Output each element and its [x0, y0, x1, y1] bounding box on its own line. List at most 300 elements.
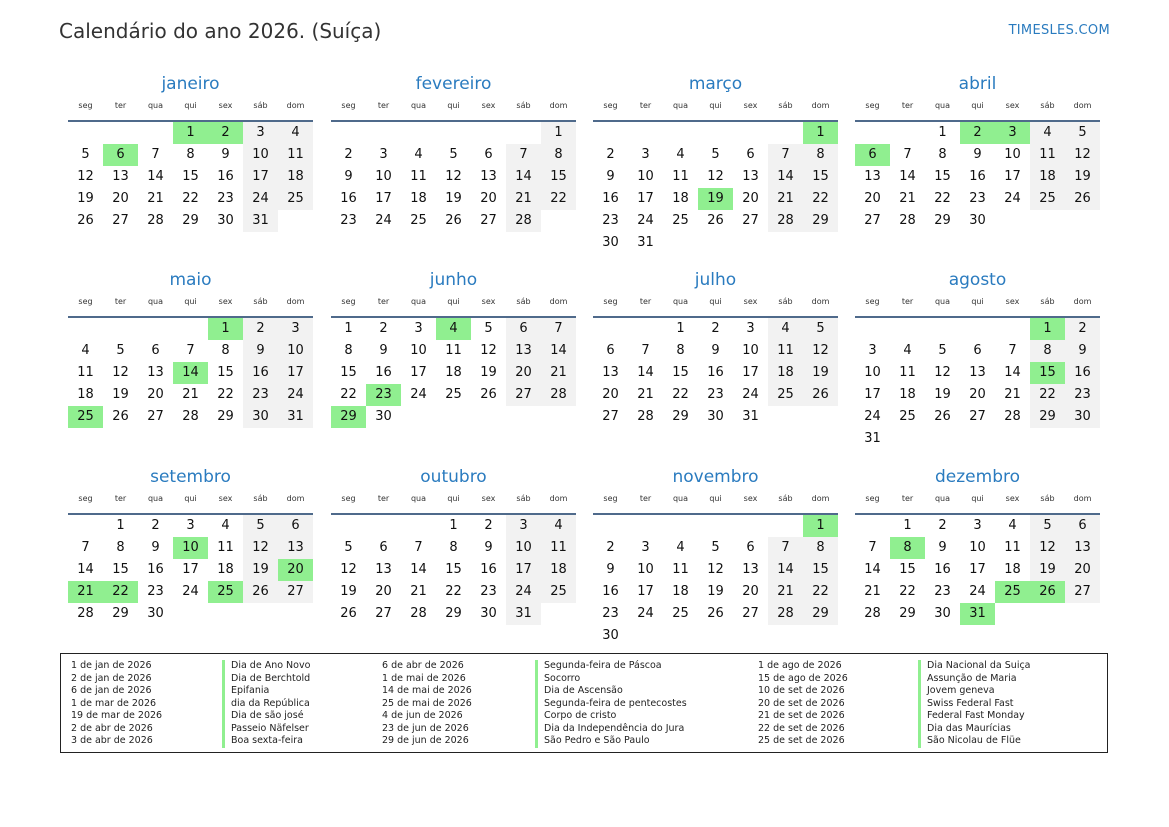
weekday-label: sáb [253, 297, 268, 306]
day-cell: 24 [375, 213, 392, 228]
day-cell: 9 [484, 540, 493, 555]
day-cell: 30 [480, 606, 497, 621]
day-grid [331, 318, 576, 428]
weekday-header [593, 100, 838, 120]
day-cell: 12 [77, 169, 94, 184]
weekday-label: sex [743, 101, 758, 110]
day-cell: 14 [410, 562, 427, 577]
day-cell: 28 [410, 606, 427, 621]
day-cell: 2 [606, 540, 615, 555]
day-cell: 3 [379, 147, 388, 162]
day-cell: 22 [934, 191, 951, 206]
day-cell: 26 [243, 581, 278, 603]
weekday-label: sáb [778, 297, 793, 306]
day-cell: 29 [672, 409, 689, 424]
weekday-label: seg [865, 297, 880, 306]
day-cell: 29 [217, 409, 234, 424]
empty-cell [593, 318, 628, 340]
weekday-label: qua [410, 297, 427, 306]
day-cell: 5 [1065, 122, 1100, 144]
day-cell: 16 [217, 169, 234, 184]
day-cell: 20 [742, 191, 759, 206]
day-cell: 16 [480, 562, 497, 577]
day-cell: 24 [637, 606, 654, 621]
holiday-date: 4 de jun de 2026 [382, 710, 463, 721]
day-cell: 10 [742, 343, 759, 358]
day-cell: 29 [182, 213, 199, 228]
empty-cell [733, 122, 768, 144]
empty-cell [173, 318, 208, 340]
day-cell: 7 [541, 318, 576, 340]
weekday-label: ter [377, 297, 390, 306]
day-cell: 17 [375, 191, 392, 206]
holiday-name: Federal Fast Monday [927, 710, 1025, 721]
day-cell: 28 [182, 409, 199, 424]
month-outubro [331, 465, 576, 625]
day-cell: 26 [112, 409, 129, 424]
empty-cell [768, 515, 803, 537]
day-cell: 18 [445, 365, 462, 380]
holiday-name: Segunda-feira de pentecostes [544, 697, 687, 709]
weekday-label: qui [447, 101, 460, 110]
month-name: setembro [150, 467, 231, 487]
holiday-date: 22 de set de 2026 [758, 722, 845, 734]
day-cell: 4 [278, 122, 313, 144]
day-cell: 18 [217, 562, 234, 577]
day-cell: 23 [217, 191, 234, 206]
weekday-label: dom [811, 494, 830, 503]
weekday-label: qua [147, 494, 164, 503]
day-cell: 17 [637, 191, 654, 206]
day-cell: 24 [410, 387, 427, 402]
day-cell: 9 [243, 340, 278, 362]
month-maio [68, 268, 313, 428]
day-cell: 28 [637, 409, 654, 424]
empty-cell [855, 318, 890, 340]
day-cell: 22 [672, 387, 689, 402]
day-cell: 1 [938, 125, 947, 140]
weekday-label: sex [218, 494, 233, 503]
empty-cell [593, 515, 628, 537]
day-cell: 22 [803, 581, 838, 603]
weekday-label: seg [78, 101, 93, 110]
day-cell: 13 [742, 169, 759, 184]
weekday-label: qua [410, 101, 427, 110]
day-cell: 10 [506, 537, 541, 559]
empty-cell [103, 318, 138, 340]
day-cell: 31 [506, 603, 541, 625]
month-name: novembro [672, 467, 759, 487]
weekday-label: qui [447, 494, 460, 503]
holiday-date: 19 de mar de 2026 [71, 710, 163, 721]
day-cell: 15 [445, 562, 462, 577]
day-cell: 23 [934, 584, 951, 599]
weekday-label: qua [934, 494, 951, 503]
empty-cell [995, 318, 1030, 340]
weekday-header [855, 296, 1100, 316]
day-cell: 13 [742, 562, 759, 577]
day-cell: 9 [938, 540, 947, 555]
day-cell: 18 [899, 387, 916, 402]
day-grid [331, 515, 576, 625]
holiday-day-cell: 15 [1030, 362, 1065, 384]
day-cell: 15 [182, 169, 199, 184]
day-cell: 7 [81, 540, 90, 555]
day-cell: 25 [768, 384, 803, 406]
empty-cell [331, 515, 366, 537]
holiday-day-cell: 6 [103, 144, 138, 166]
day-cell: 27 [112, 213, 129, 228]
weekday-header [331, 100, 576, 120]
day-cell: 9 [606, 562, 615, 577]
day-cell: 27 [375, 606, 392, 621]
holiday-name: Passeio Näfelser [231, 722, 309, 734]
day-cell: 15 [899, 562, 916, 577]
day-cell: 27 [742, 606, 759, 621]
weekday-label: dom [286, 297, 305, 306]
day-cell: 26 [1065, 188, 1100, 210]
day-cell: 20 [480, 191, 497, 206]
day-cell: 1 [449, 518, 458, 533]
day-cell: 15 [112, 562, 129, 577]
day-cell: 19 [934, 387, 951, 402]
day-cell: 2 [151, 518, 160, 533]
day-grid [855, 318, 1100, 450]
holiday-name: Boa sexta-feira [231, 735, 303, 746]
holiday-name: Corpo de cristo [544, 710, 617, 721]
day-cell: 2 [243, 318, 278, 340]
day-cell: 2 [711, 321, 720, 336]
holiday-day-cell: 31 [960, 603, 995, 625]
day-cell: 4 [414, 147, 423, 162]
weekday-label: ter [114, 494, 127, 503]
day-cell: 24 [742, 387, 759, 402]
day-cell: 30 [375, 409, 392, 424]
holiday-date: 1 de jan de 2026 [71, 660, 152, 671]
empty-cell [68, 318, 103, 340]
holiday-day-cell: 4 [436, 318, 471, 340]
month-name: abril [958, 74, 997, 94]
day-cell: 16 [602, 191, 619, 206]
day-cell: 28 [899, 213, 916, 228]
day-cell: 1 [344, 321, 353, 336]
weekday-label: sáb [516, 101, 531, 110]
holiday-name: Segunda-feira de Páscoa [544, 660, 662, 671]
day-cell: 22 [182, 191, 199, 206]
empty-cell [138, 318, 173, 340]
holiday-date-column [382, 660, 472, 748]
day-cell: 13 [112, 169, 129, 184]
day-cell: 23 [340, 213, 357, 228]
weekday-label: qua [934, 297, 951, 306]
day-cell: 5 [711, 540, 720, 555]
holiday-day-cell: 21 [68, 581, 103, 603]
day-cell: 30 [969, 213, 986, 228]
day-cell: 17 [278, 362, 313, 384]
weekday-label: sáb [516, 494, 531, 503]
day-cell: 24 [637, 213, 654, 228]
holiday-day-cell: 2 [960, 122, 995, 144]
day-cell: 18 [410, 191, 427, 206]
day-cell: 8 [449, 540, 458, 555]
day-cell: 12 [707, 169, 724, 184]
weekday-label: qui [709, 297, 722, 306]
day-cell: 23 [602, 606, 619, 621]
empty-cell [68, 515, 103, 537]
holiday-name: Socorro [544, 672, 581, 684]
holiday-day-cell: 1 [173, 122, 208, 144]
holiday-day-cell: 1 [803, 515, 838, 537]
day-cell: 18 [768, 362, 803, 384]
empty-cell [68, 122, 103, 144]
day-cell: 9 [221, 147, 230, 162]
day-cell: 13 [969, 365, 986, 380]
holiday-name: Dia de Ano Novo [231, 660, 311, 671]
holiday-day-cell: 26 [1030, 581, 1065, 603]
day-cell: 6 [1065, 515, 1100, 537]
weekday-label: seg [78, 494, 93, 503]
day-cell: 11 [672, 169, 689, 184]
day-cell: 4 [1008, 518, 1017, 533]
month-name: outubro [420, 467, 487, 487]
day-cell: 25 [541, 581, 576, 603]
day-cell: 7 [151, 147, 160, 162]
weekday-label: qua [410, 494, 427, 503]
holiday-name-column [222, 660, 310, 748]
day-grid [855, 122, 1100, 232]
holiday-name: Swiss Federal Fast [927, 697, 1014, 709]
day-cell: 3 [506, 515, 541, 537]
weekday-label: dom [286, 494, 305, 503]
day-cell: 29 [934, 213, 951, 228]
day-cell: 19 [803, 362, 838, 384]
weekday-label: ter [639, 101, 652, 110]
day-cell: 6 [746, 540, 755, 555]
weekday-label: dom [549, 494, 568, 503]
holiday-date: 20 de set de 2026 [758, 697, 845, 709]
day-grid [593, 515, 838, 647]
month-name: fevereiro [415, 74, 492, 94]
day-cell: 19 [480, 365, 497, 380]
weekday-label: sáb [1040, 297, 1055, 306]
day-cell: 21 [768, 581, 803, 603]
day-cell: 12 [1065, 144, 1100, 166]
holiday-name: Dia de são josé [231, 710, 304, 721]
weekday-label: seg [341, 101, 356, 110]
day-cell: 30 [602, 628, 619, 643]
day-cell: 15 [934, 169, 951, 184]
day-cell: 1 [676, 321, 685, 336]
day-cell: 28 [864, 606, 881, 621]
day-cell: 18 [672, 191, 689, 206]
day-cell: 8 [186, 147, 195, 162]
day-cell: 2 [606, 147, 615, 162]
weekday-header [855, 493, 1100, 513]
day-cell: 23 [243, 384, 278, 406]
weekday-header [331, 493, 576, 513]
weekday-label: qui [971, 297, 984, 306]
day-cell: 22 [217, 387, 234, 402]
day-cell: 24 [278, 384, 313, 406]
day-cell: 11 [1030, 144, 1065, 166]
weekday-label: ter [901, 101, 914, 110]
day-cell: 11 [278, 144, 313, 166]
day-cell: 14 [506, 166, 541, 188]
day-cell: 14 [768, 166, 803, 188]
weekday-label: ter [377, 494, 390, 503]
day-cell: 15 [217, 365, 234, 380]
month-name: janeiro [161, 74, 220, 94]
weekday-header [331, 296, 576, 316]
weekday-label: qui [184, 101, 197, 110]
day-cell: 13 [480, 169, 497, 184]
day-cell: 5 [1030, 515, 1065, 537]
month-name: março [688, 74, 743, 94]
day-cell: 3 [746, 321, 755, 336]
day-cell: 16 [147, 562, 164, 577]
day-cell: 12 [1030, 537, 1065, 559]
weekday-label: ter [639, 297, 652, 306]
day-cell: 24 [969, 584, 986, 599]
day-cell: 26 [803, 384, 838, 406]
day-cell: 17 [742, 365, 759, 380]
day-cell: 23 [147, 584, 164, 599]
weekday-label: seg [603, 101, 618, 110]
day-cell: 10 [864, 365, 881, 380]
weekday-label: qui [709, 101, 722, 110]
day-cell: 18 [541, 559, 576, 581]
empty-cell [925, 318, 960, 340]
day-cell: 4 [903, 343, 912, 358]
day-cell: 21 [1004, 387, 1021, 402]
day-cell: 2 [1065, 318, 1100, 340]
day-cell: 5 [81, 147, 90, 162]
day-grid [593, 122, 838, 254]
day-cell: 30 [707, 409, 724, 424]
holiday-name: Assunção de Maria [927, 672, 1017, 684]
day-cell: 6 [606, 343, 615, 358]
day-cell: 21 [410, 584, 427, 599]
day-cell: 19 [707, 584, 724, 599]
weekday-label: sex [481, 101, 496, 110]
day-cell: 30 [602, 235, 619, 250]
weekday-label: sáb [778, 101, 793, 110]
day-cell: 23 [480, 584, 497, 599]
day-cell: 21 [147, 191, 164, 206]
empty-cell [768, 122, 803, 144]
day-cell: 15 [803, 166, 838, 188]
month-name: agosto [948, 270, 1007, 290]
day-cell: 27 [969, 409, 986, 424]
weekday-label: sex [743, 494, 758, 503]
day-cell: 26 [340, 606, 357, 621]
weekday-label: seg [603, 494, 618, 503]
day-cell: 13 [278, 537, 313, 559]
day-cell: 10 [375, 169, 392, 184]
weekday-label: dom [1073, 494, 1092, 503]
day-cell: 20 [147, 387, 164, 402]
month-fevereiro [331, 72, 576, 232]
empty-cell [890, 318, 925, 340]
day-cell: 20 [969, 387, 986, 402]
day-cell: 1 [116, 518, 125, 533]
holiday-day-cell: 25 [208, 581, 243, 603]
weekday-header [68, 296, 313, 316]
weekday-label: qua [672, 494, 689, 503]
holiday-date: 10 de set de 2026 [758, 685, 845, 696]
weekday-label: seg [341, 297, 356, 306]
day-cell: 25 [410, 213, 427, 228]
empty-cell [506, 122, 541, 144]
day-cell: 19 [112, 387, 129, 402]
month-novembro [593, 465, 838, 647]
day-cell: 4 [768, 318, 803, 340]
day-cell: 7 [868, 540, 877, 555]
month-name: junho [429, 270, 478, 290]
day-cell: 25 [672, 606, 689, 621]
month-setembro [68, 465, 313, 625]
day-cell: 27 [602, 409, 619, 424]
day-cell: 6 [379, 540, 388, 555]
day-cell: 18 [278, 166, 313, 188]
weekday-label: ter [901, 494, 914, 503]
holiday-day-cell: 22 [103, 581, 138, 603]
day-cell: 17 [1004, 169, 1021, 184]
day-cell: 8 [938, 147, 947, 162]
day-cell: 25 [672, 213, 689, 228]
day-cell: 17 [410, 365, 427, 380]
day-cell: 31 [243, 210, 278, 232]
day-cell: 11 [77, 365, 94, 380]
weekday-label: sex [1005, 494, 1020, 503]
day-cell: 4 [1030, 122, 1065, 144]
day-cell: 30 [243, 406, 278, 428]
day-cell: 19 [445, 191, 462, 206]
weekday-label: sex [481, 297, 496, 306]
day-grid [593, 318, 838, 428]
day-cell: 31 [278, 406, 313, 428]
day-cell: 19 [243, 559, 278, 581]
day-cell: 17 [506, 559, 541, 581]
weekday-label: ter [114, 101, 127, 110]
holiday-date-column [758, 660, 848, 748]
day-cell: 17 [864, 387, 881, 402]
holiday-day-cell: 25 [68, 406, 103, 428]
empty-cell [855, 122, 890, 144]
day-cell: 8 [1030, 340, 1065, 362]
day-cell: 10 [278, 340, 313, 362]
month-agosto [855, 268, 1100, 450]
day-cell: 29 [803, 603, 838, 625]
empty-cell [436, 122, 471, 144]
weekday-label: dom [549, 297, 568, 306]
month-name: julho [694, 270, 737, 290]
empty-cell [663, 515, 698, 537]
holiday-date: 6 de jan de 2026 [71, 685, 152, 696]
weekday-label: qua [672, 297, 689, 306]
day-cell: 14 [147, 169, 164, 184]
empty-cell [628, 122, 663, 144]
day-grid [855, 515, 1100, 625]
day-cell: 28 [147, 213, 164, 228]
day-cell: 11 [672, 562, 689, 577]
day-cell: 10 [969, 540, 986, 555]
day-cell: 26 [77, 213, 94, 228]
brand-link[interactable]: TIMESLES.COM [1008, 23, 1110, 38]
day-cell: 10 [410, 343, 427, 358]
day-cell: 3 [186, 518, 195, 533]
day-cell: 25 [278, 188, 313, 210]
